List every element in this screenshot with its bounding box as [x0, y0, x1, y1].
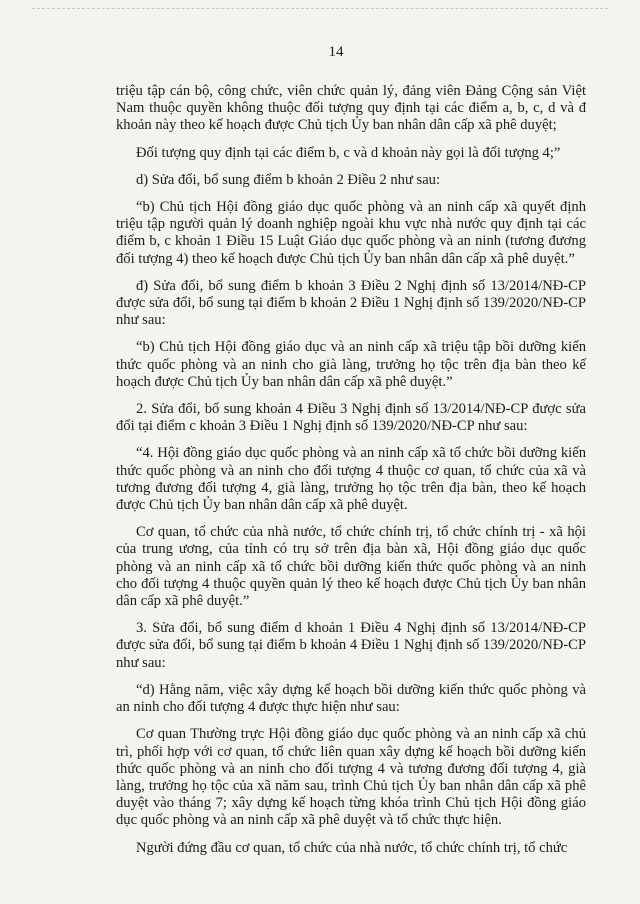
paragraph-9: Cơ quan, tổ chức của nhà nước, tổ chức chính trị, tổ chức chính trị - xã hội của trung ương, của tỉnh có trụ sở trên địa bàn xã, Hội đồng giáo dục quốc phòng và an ninh cấp xã tổ chức bồi dưỡng kiến thức quốc phòng và an ninh cho đối tượng 4 thuộc quyền quản lý theo kế hoạch được Chủ tịch Ủy ban nhân dân cấp xã phê duyệt.” — [116, 524, 586, 610]
paragraph-11: “d) Hằng năm, việc xây dựng kế hoạch bồi dưỡng kiến thức quốc phòng và an ninh cho đối tượng 4 được thực hiện như sau: — [116, 681, 586, 716]
paragraph-3: d) Sửa đổi, bổ sung điểm b khoản 2 Điều 2 như sau: — [136, 171, 441, 188]
paragraph-7: 2. Sửa đổi, bổ sung khoản 4 Điều 3 Nghị định số 13/2014/NĐ-CP được sửa đổi tại điểm c khoản 3 Điều 1 Nghị định số 139/2020/NĐ-CP như sau: — [116, 401, 586, 435]
paragraph-13: Người đứng đầu cơ quan, tổ chức của nhà nước, tổ chức chính trị, tổ chức — [136, 839, 568, 856]
paragraph-6: “b) Chủ tịch Hội đồng giáo dục và an ninh cấp xã triệu tập bồi dưỡng kiến thức quốc phòng và an ninh cho già làng, trưởng họ tộc trên địa bàn theo kế hoạch được Chủ tịch Ủy ban nhân dân cấp xã phê duyệt.” — [116, 339, 586, 390]
page-number: 14 — [328, 44, 344, 60]
paragraph-2: Đối tượng quy định tại các điểm b, c và d khoản này gọi là đối tượng 4;” — [136, 144, 561, 161]
document-body — [116, 83, 586, 857]
paragraph-1: triệu tập cán bộ, công chức, viên chức quản lý, đảng viên Đảng Cộng sản Việt Nam thuộc quyền không thuộc đối tượng quy định tại các điểm a, b, c, d và đ khoản này theo kế hoạch được Chủ tịch Ủy ban nhân dân cấp xã phê duyệt; — [116, 83, 586, 134]
paragraph-4: “b) Chủ tịch Hội đồng giáo dục quốc phòng và an ninh cấp xã quyết định triệu tập người quản lý doanh nghiệp ngoài khu vực nhà nước quy định tại các điểm b, c khoản 1 Điều 15 Luật Giáo dục quốc phòng và an ninh (tương đương đối tượng 4) theo kế hoạch được Chủ tịch Ủy ban nhân dân cấp xã phê duyệt.” — [116, 199, 586, 267]
paragraph-12: Cơ quan Thường trực Hội đồng giáo dục quốc phòng và an ninh cấp xã chủ trì, phối hợp với cơ quan, tổ chức liên quan xây dựng kế hoạch bồi dưỡng kiến thức quốc phòng và an ninh cho đối tượng 4 và tương đương đối tượng 4, già làng, trưởng họ tộc của xã năm sau, trình Chủ tịch Ủy ban nhân dân cấp xã phê duyệt vào tháng 7; xây dựng kế hoạch từng khóa trình Chủ tịch Hội đồng giáo dục quốc phòng và an ninh cấp xã phê duyệt và tổ chức thực hiện. — [116, 726, 586, 829]
scan-edge-line — [32, 8, 608, 9]
paragraph-10: 3. Sửa đổi, bổ sung điểm d khoản 1 Điều 4 Nghị định số 13/2014/NĐ-CP được sửa đổi, bổ sung tại điểm b khoản 4 Điều 1 Nghị định số 139/2020/NĐ-CP như sau: — [116, 620, 586, 671]
paragraph-8: “4. Hội đồng giáo dục quốc phòng và an ninh cấp xã tổ chức bồi dưỡng kiến thức quốc phòng và an ninh cho đối tượng 4 thuộc cơ quan, tổ chức của xã và tương đương đối tượng 4, già làng, trưởng họ tộc trên địa bàn, theo kế hoạch được Chủ tịch Ủy ban nhân dân cấp xã phê duyệt. — [116, 445, 586, 514]
paragraph-5: đ) Sửa đổi, bổ sung điểm b khoản 3 Điều 2 Nghị định số 13/2014/NĐ-CP được sửa đổi, bổ sung tại điểm b khoản 2 Điều 1 Nghị định số 139/2020/NĐ-CP như sau: — [116, 277, 586, 329]
